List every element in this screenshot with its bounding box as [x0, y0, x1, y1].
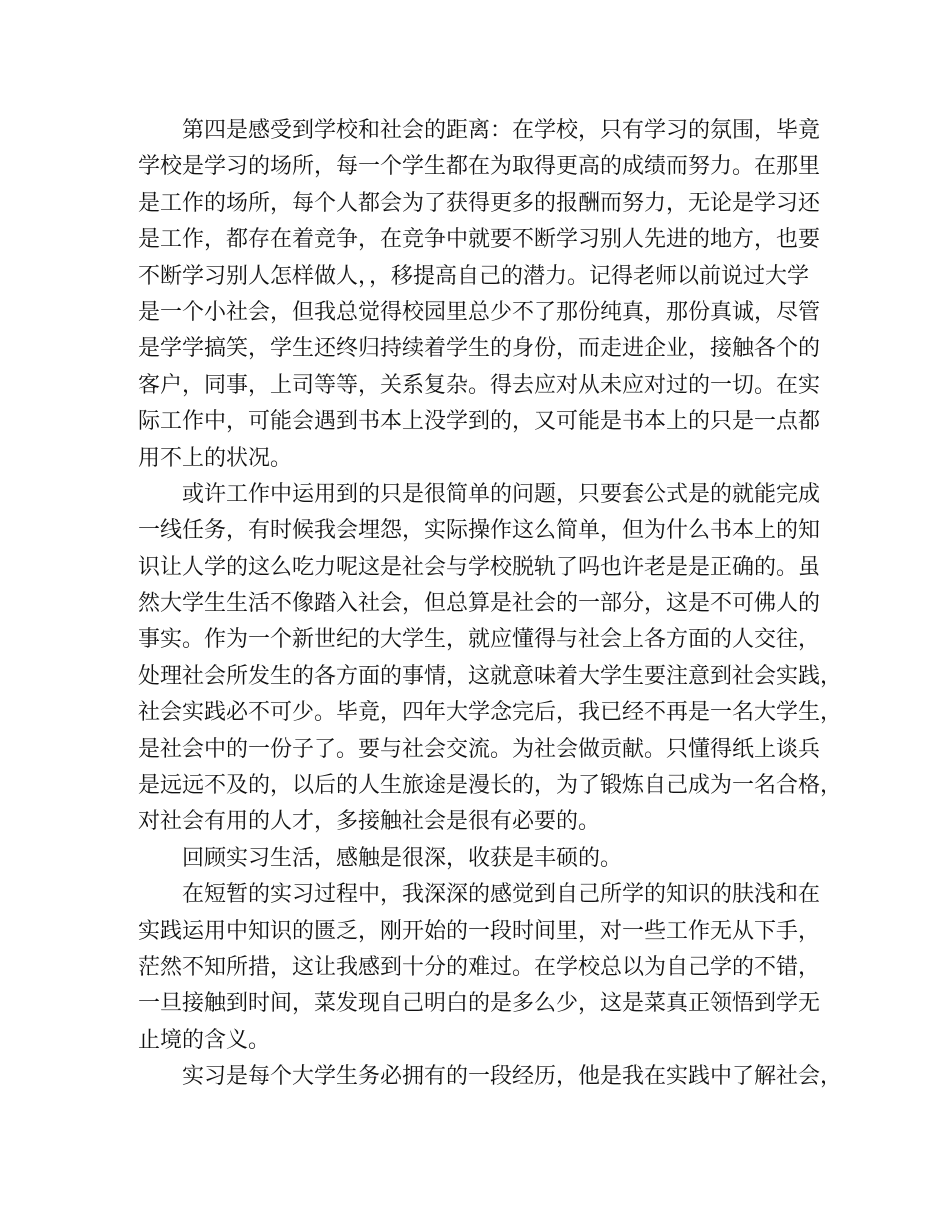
text-line: 实习是每个大学生务必拥有的一段经历，他是我在实践中了解社会，: [182, 1064, 843, 1090]
text-line: 一旦接触到时间，菜发现自己明白的是多么少，这是菜真正领悟到学无: [138, 991, 821, 1017]
text-line: 一线任务，有时候我会埋怨，实际操作这么简单，但为什么书本上的知: [138, 518, 821, 544]
text-line: 学校是学习的场所，每一个学生都在为取得更高的成绩而努力。在那里: [138, 154, 821, 180]
text-line: 客户，同事，上司等等，关系复杂。得去应对从未应对过的一切。在实: [138, 372, 821, 398]
text-line: 是工作的场所，每个人都会为了获得更多的报酬而努力，无论是学习还: [138, 190, 821, 216]
document-body: [138, 113, 843, 1096]
text-line: 际工作中，可能会遇到书本上没学到的，又可能是书本上的只是一点都: [138, 409, 821, 435]
text-line: 事实。作为一个新世纪的大学生，就应懂得与社会上各方面的人交往，: [138, 627, 821, 653]
text-line: 是一个小社会，但我总觉得校园里总少不了那份纯真，那份真诚，尽管: [138, 299, 821, 325]
text-line: 不断学习别人怎样做人，，移提高自己的潜力。记得老师以前说过大学: [138, 263, 810, 289]
text-line: 或许工作中运用到的只是很简单的问题，只要套公式是的就能完成: [182, 481, 821, 507]
text-line: 回顾实习生活，感触是很深，收获是丰硕的。: [182, 845, 623, 871]
text-line: 实践运用中知识的匮乏，刚开始的一段时间里，对一些工作无从下手，: [138, 918, 821, 944]
text-line: 社会实践必不可少。毕竟，四年大学念完后，我已经不再是一名大学生，: [138, 700, 843, 726]
text-line: 在短暂的实习过程中，我深深的感觉到自己所学的知识的肤浅和在: [182, 882, 821, 908]
text-line: 用不上的状况。: [138, 445, 293, 471]
text-line: 对社会有用的人才，多接触社会是很有必要的。: [138, 809, 601, 835]
text-line: 处理社会所发生的各方面的事情，这就意味着大学生要注意到社会实践，: [138, 663, 843, 689]
text-line: 是学学搞笑，学生还终归持续着学生的身份，而走进企业，接触各个的: [138, 336, 821, 362]
text-line: 止境的含义。: [138, 1027, 271, 1053]
text-line: 是社会中的一份子了。要与社会交流。为社会做贡献。只懂得纸上谈兵: [138, 736, 821, 762]
text-line: 第四是感受到学校和社会的距离：在学校，只有学习的氛围，毕竟: [182, 118, 821, 143]
text-line: 是工作，都存在着竞争，在竞争中就要不断学习别人先进的地方，也要: [138, 227, 821, 253]
text-line: 识让人学的这么吃力呢这是社会与学校脱轨了吗也许老是是正确的。虽: [138, 554, 821, 580]
text-line: 茫然不知所措，这让我感到十分的难过。在学校总以为自己学的不错，: [138, 954, 821, 980]
text-line: 是远远不及的，以后的人生旅途是漫长的，为了锻炼自己成为一名合格，: [138, 773, 843, 799]
text-line: 然大学生生活不像踏入社会，但总算是社会的一部分，这是不可佛人的: [138, 591, 821, 617]
